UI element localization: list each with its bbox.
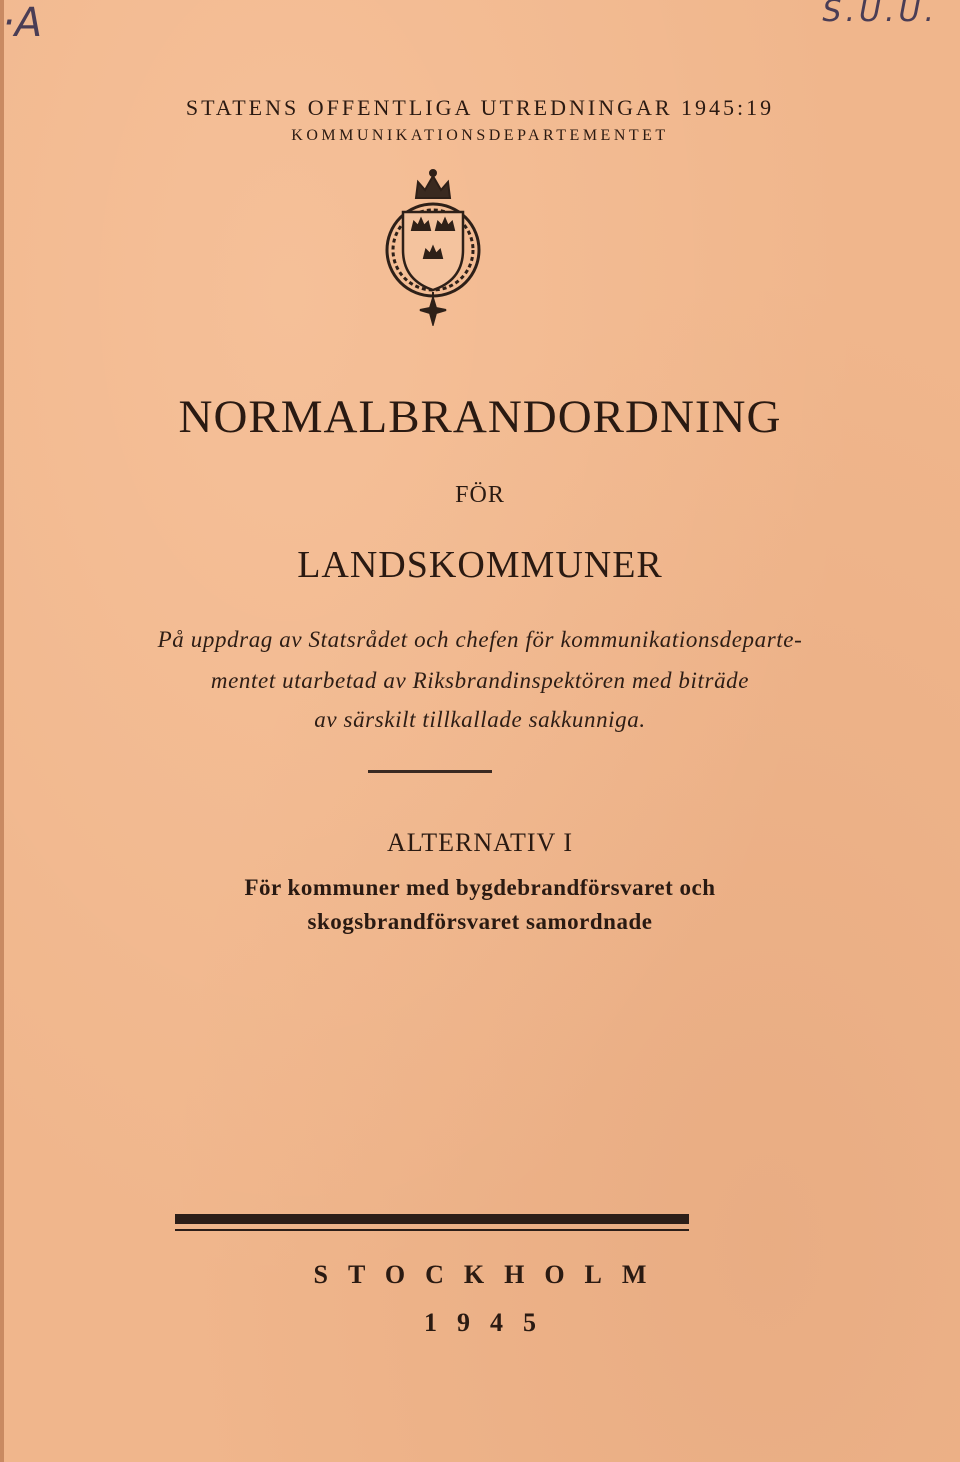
commission-line-1: På uppdrag av Statsrådet och chefen för kommunikationsdeparte- — [157, 627, 803, 652]
section-divider — [368, 770, 492, 773]
handwritten-mark-top-left: ·A — [2, 0, 43, 46]
commission-line-3: av särskilt tillkallade sakkunniga. — [314, 707, 646, 732]
alternative-description-line-2: skogsbrandförsvaret samordnade — [307, 909, 653, 934]
swedish-three-crowns-emblem-icon — [378, 168, 488, 326]
handwritten-mark-top-right: S.U.U. — [822, 0, 938, 29]
commission-line-2: mentet utarbetad av Riksbrandinspektören med biträde — [210, 668, 750, 693]
alternative-description-line-1: För kommuner med bygdebrandförsvaret och — [244, 875, 716, 900]
department-name: KOMMUNIKATIONSDEPARTEMENTET — [291, 127, 669, 144]
page-edge — [0, 0, 4, 1462]
title-connector: FÖR — [455, 482, 505, 508]
document-title: NORMALBRANDORDNING — [178, 391, 782, 443]
imprint-year: 1945 — [424, 1308, 556, 1337]
document-subtitle: LANDSKOMMUNER — [297, 544, 663, 586]
imprint-rule-thin — [175, 1229, 689, 1231]
imprint-rule-thick — [175, 1214, 689, 1224]
series-title: STATENS OFFENTLIGA UTREDNINGAR 1945:19 — [185, 95, 775, 120]
imprint-city: STOCKHOLM — [313, 1260, 667, 1289]
alternative-label: ALTERNATIV I — [386, 828, 574, 857]
